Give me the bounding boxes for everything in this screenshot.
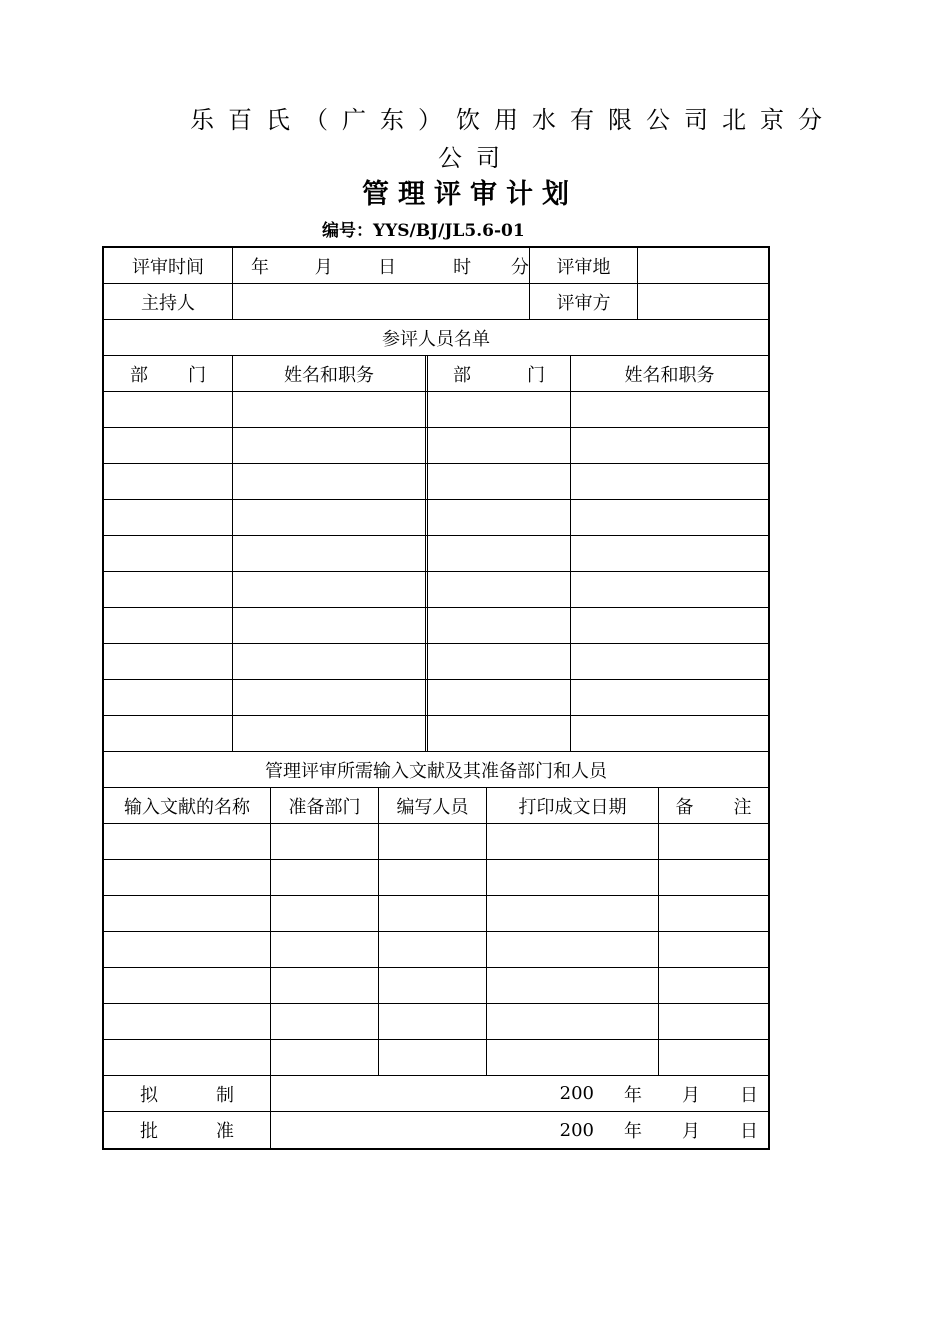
review-time-label: 评审时间 bbox=[132, 256, 204, 278]
doc-name-cell[interactable] bbox=[104, 1004, 270, 1039]
participant-row bbox=[104, 536, 768, 572]
print-date-cell[interactable] bbox=[486, 824, 658, 859]
month-unit: 月 bbox=[314, 256, 333, 278]
participants-section-title-row bbox=[104, 320, 768, 356]
input-doc-row bbox=[104, 932, 768, 968]
name-title-cell[interactable] bbox=[232, 428, 425, 463]
participants-section-title: 参评人员名单 bbox=[382, 328, 490, 350]
review-time-row bbox=[104, 248, 768, 284]
prep-dept-cell[interactable] bbox=[270, 1040, 378, 1075]
author-cell[interactable] bbox=[378, 932, 486, 967]
doc-name-cell[interactable] bbox=[104, 824, 270, 859]
participant-rows bbox=[104, 392, 768, 752]
department-cell[interactable] bbox=[425, 716, 570, 751]
inputs-section-title-row bbox=[104, 752, 768, 788]
print-date-cell[interactable] bbox=[486, 896, 658, 931]
department-header-left: 部 门 bbox=[130, 364, 206, 386]
review-place-label: 评审地 bbox=[529, 248, 637, 283]
department-cell[interactable] bbox=[425, 680, 570, 715]
print-date-cell[interactable] bbox=[486, 1004, 658, 1039]
author-cell[interactable] bbox=[378, 1004, 486, 1039]
prep-dept-cell[interactable] bbox=[270, 932, 378, 967]
review-plan-form bbox=[102, 246, 770, 1150]
participant-row bbox=[104, 464, 768, 500]
department-cell[interactable] bbox=[104, 536, 232, 571]
host-row bbox=[104, 284, 768, 320]
name-title-cell[interactable] bbox=[570, 500, 768, 535]
input-doc-row bbox=[104, 1040, 768, 1076]
participants-header-row bbox=[104, 356, 768, 392]
remarks-cell[interactable] bbox=[658, 1040, 768, 1075]
prep-dept-cell[interactable] bbox=[270, 896, 378, 931]
name-title-cell[interactable] bbox=[570, 572, 768, 607]
print-date-cell[interactable] bbox=[486, 860, 658, 895]
inputs-header-row bbox=[104, 788, 768, 824]
name-title-cell[interactable] bbox=[232, 680, 425, 715]
prep-dept-cell[interactable] bbox=[270, 860, 378, 895]
year-prefix: 200 bbox=[559, 1083, 594, 1104]
name-title-cell[interactable] bbox=[232, 716, 425, 751]
company-name-line1: 乐百氏（广东）饮用水有限公司北京分 bbox=[190, 106, 836, 134]
name-title-cell[interactable] bbox=[570, 428, 768, 463]
draft-row bbox=[104, 1076, 768, 1112]
input-doc-row bbox=[104, 896, 768, 932]
department-cell[interactable] bbox=[104, 428, 232, 463]
remarks-cell[interactable] bbox=[658, 860, 768, 895]
input-doc-row bbox=[104, 860, 768, 896]
department-cell[interactable] bbox=[104, 680, 232, 715]
remarks-cell[interactable] bbox=[658, 932, 768, 967]
remarks-cell[interactable] bbox=[658, 824, 768, 859]
department-cell[interactable] bbox=[425, 608, 570, 643]
print-date-cell[interactable] bbox=[486, 932, 658, 967]
name-title-cell[interactable] bbox=[232, 392, 425, 427]
draft-date-field[interactable]: 200 年 月 日 bbox=[270, 1076, 768, 1111]
input-doc-row bbox=[104, 824, 768, 860]
approve-date-field[interactable]: 200 年 月 日 bbox=[270, 1112, 768, 1148]
department-cell[interactable] bbox=[425, 464, 570, 499]
name-title-cell[interactable] bbox=[570, 644, 768, 679]
participant-row bbox=[104, 644, 768, 680]
remarks-cell[interactable] bbox=[658, 968, 768, 1003]
department-cell[interactable] bbox=[425, 536, 570, 571]
name-title-cell[interactable] bbox=[570, 608, 768, 643]
input-doc-row bbox=[104, 1004, 768, 1040]
department-cell[interactable] bbox=[425, 392, 570, 427]
author-cell[interactable] bbox=[378, 968, 486, 1003]
review-time-field[interactable] bbox=[232, 248, 529, 283]
prep-dept-cell[interactable] bbox=[270, 1004, 378, 1039]
department-cell[interactable] bbox=[425, 572, 570, 607]
name-title-cell[interactable] bbox=[232, 464, 425, 499]
doc-name-cell[interactable] bbox=[104, 1040, 270, 1075]
print-date-header: 打印成文日期 bbox=[486, 788, 658, 823]
participant-row bbox=[104, 500, 768, 536]
host-field[interactable] bbox=[232, 284, 529, 319]
document-title: 管理评审计划 bbox=[362, 179, 578, 210]
company-name-line2: 公司 bbox=[438, 144, 514, 172]
review-place-field[interactable] bbox=[637, 248, 768, 283]
name-title-cell[interactable] bbox=[232, 608, 425, 643]
participant-row bbox=[104, 392, 768, 428]
host-label: 主持人 bbox=[141, 292, 195, 314]
approve-label: 批 准 bbox=[140, 1121, 234, 1142]
author-header: 编写人员 bbox=[378, 788, 486, 823]
input-doc-rows bbox=[104, 824, 768, 1076]
name-title-cell[interactable] bbox=[570, 464, 768, 499]
reviewer-field[interactable] bbox=[637, 284, 768, 319]
name-title-cell[interactable] bbox=[232, 500, 425, 535]
name-title-cell[interactable] bbox=[570, 392, 768, 427]
department-cell[interactable] bbox=[104, 464, 232, 499]
name-title-cell[interactable] bbox=[232, 536, 425, 571]
prep-dept-cell[interactable] bbox=[270, 968, 378, 1003]
doc-name-cell[interactable] bbox=[104, 968, 270, 1003]
department-cell[interactable] bbox=[104, 392, 232, 427]
author-cell[interactable] bbox=[378, 824, 486, 859]
year-unit: 年 bbox=[251, 256, 269, 278]
author-cell[interactable] bbox=[378, 1040, 486, 1075]
department-cell[interactable] bbox=[104, 716, 232, 751]
doc-name-cell[interactable] bbox=[104, 860, 270, 895]
name-title-header-left: 姓名和职务 bbox=[232, 356, 425, 391]
department-cell[interactable] bbox=[425, 428, 570, 463]
remarks-header: 备 注 bbox=[658, 788, 768, 823]
draft-label: 拟 制 bbox=[140, 1084, 234, 1106]
participant-row bbox=[104, 608, 768, 644]
day-unit: 日 bbox=[378, 256, 397, 278]
name-title-cell[interactable] bbox=[570, 680, 768, 715]
department-cell[interactable] bbox=[425, 500, 570, 535]
doc-name-cell[interactable] bbox=[104, 932, 270, 967]
name-title-cell[interactable] bbox=[232, 644, 425, 679]
document-number: 编号：YYS/BJ/JL5.6-01 bbox=[322, 221, 525, 241]
input-doc-row bbox=[104, 968, 768, 1004]
remarks-cell[interactable] bbox=[658, 896, 768, 931]
hour-unit: 时 bbox=[453, 256, 472, 278]
department-cell[interactable] bbox=[104, 644, 232, 679]
year-prefix: 200 bbox=[559, 1119, 594, 1141]
approve-row bbox=[104, 1112, 768, 1148]
name-title-cell[interactable] bbox=[232, 572, 425, 607]
print-date-cell[interactable] bbox=[486, 1040, 658, 1075]
remarks-cell[interactable] bbox=[658, 1004, 768, 1039]
department-cell[interactable] bbox=[425, 644, 570, 679]
name-title-cell[interactable] bbox=[570, 716, 768, 751]
doc-name-header: 输入文献的名称 bbox=[124, 796, 250, 818]
reviewer-label: 评审方 bbox=[529, 284, 637, 319]
doc-name-cell[interactable] bbox=[104, 896, 270, 931]
department-cell[interactable] bbox=[104, 500, 232, 535]
participant-row bbox=[104, 428, 768, 464]
prep-dept-cell[interactable] bbox=[270, 824, 378, 859]
author-cell[interactable] bbox=[378, 860, 486, 895]
prep-dept-header: 准备部门 bbox=[270, 788, 378, 823]
minute-unit: 分 bbox=[511, 256, 529, 278]
name-title-cell[interactable] bbox=[570, 536, 768, 571]
name-title-header-right: 姓名和职务 bbox=[570, 356, 768, 391]
author-cell[interactable] bbox=[378, 896, 486, 931]
participant-row bbox=[104, 716, 768, 752]
department-cell[interactable] bbox=[104, 572, 232, 607]
department-cell[interactable] bbox=[104, 608, 232, 643]
participant-row bbox=[104, 680, 768, 716]
participant-row bbox=[104, 572, 768, 608]
print-date-cell[interactable] bbox=[486, 968, 658, 1003]
inputs-section-title: 管理评审所需输入文献及其准备部门和人员 bbox=[265, 760, 607, 782]
department-header-right: 部 门 bbox=[425, 356, 570, 391]
